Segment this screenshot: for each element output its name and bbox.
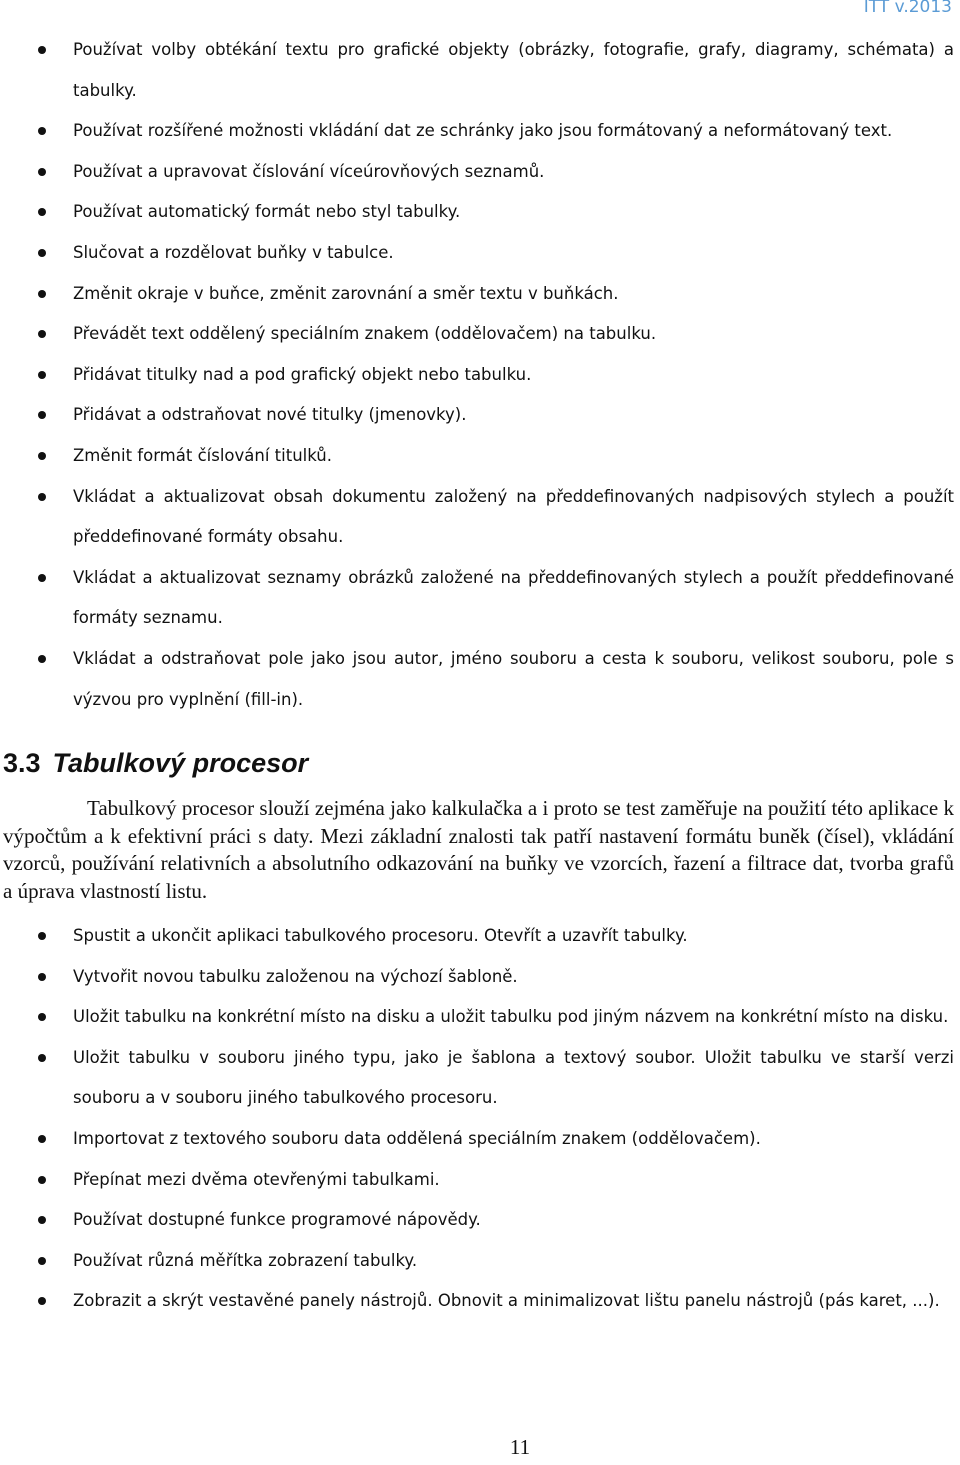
bullet-icon [38,411,46,419]
bullet-icon [38,452,46,460]
list-item-text: Používat různá měřítka zobrazení tabulky. [73,1250,418,1270]
list-item-text: Importovat z textového souboru data oddělená speciálním znakem (oddělovačem). [73,1128,761,1148]
list-item-text: Spustit a ukončit aplikaci tabulkového procesoru. Otevřít a uzavřít tabulky. [73,926,688,945]
bullet-icon [38,1054,46,1062]
list-item [0,436,960,477]
list-item [0,957,960,998]
list-item [0,111,960,152]
section-title: Tabulkový procesor [52,748,309,778]
bullet-icon [38,655,46,663]
list-item [0,30,960,111]
list-item-text: Používat rozšířené možnosti vkládání dat ze schránky jako jsou formátovaný a neformátovaný text. [73,121,893,141]
bullet-icon [38,127,46,135]
bullet-icon [38,1176,46,1184]
list-item [0,639,960,720]
list-item-text: Používat volby obtékání textu pro grafické objekty (obrázky, fotografie, grafy, diagramy, schémata) a tabulky. [73,40,954,100]
bullet-icon [38,574,46,582]
list-item [0,1200,960,1241]
bullet-icon [38,973,46,981]
list-item [0,1038,960,1119]
list-item [0,233,960,274]
list-item-text: Přidávat titulky nad a pod grafický objekt nebo tabulku. [73,364,532,384]
bullet-icon [38,290,46,298]
bullet-icon [38,1013,46,1021]
section-paragraph: Tabulkový procesor slouží zejména jako kalkulačka a i proto se test zaměřuje na použití této aplikace k výpočtům a k efektivní práci s daty. Mezi základní znalosti tak patří nastavení formátu buněk (čísel), vkládání vzorců, používání relativních a absolutního odkazování na buňky ve vzorcích, řazení a filtrace dat, tvorba grafů a úprava vlastností listu. [3,796,954,903]
bullet-icon [38,249,46,257]
bullet-icon [38,168,46,176]
list-item-text: Přidávat a odstraňovat nové titulky (jmenovky). [73,405,467,425]
bullet-icon [38,46,46,54]
list-item-text: Používat automatický formát nebo styl tabulky. [73,202,461,222]
bullet-icon [38,330,46,338]
page-number: 11 [509,1435,531,1459]
list-item [0,274,960,315]
list-item-text: Používat dostupné funkce programové nápovědy. [73,1210,481,1230]
list-item [0,395,960,436]
bullet-icon [38,208,46,216]
bullet-icon [38,493,46,501]
list-item-text: Vkládat a aktualizovat obsah dokumentu založený na předdefinovaných nadpisových stylech a použít předdefinované formáty obsahu. [73,486,954,547]
list-item-text: Vytvořit novou tabulku založenou na výchozí šabloně. [73,966,518,986]
list-item-text: Vkládat a aktualizovat seznamy obrázků založené na předdefinovaných stylech a použít předdefinované formáty seznamu. [73,567,954,628]
list-item [0,916,960,957]
bullet-icon [38,1216,46,1224]
document-version-tag: ITT v.2013 [863,0,952,17]
list-item [0,558,960,639]
list-item [0,355,960,396]
bullet-icon [38,371,46,379]
bullet-icon [38,1297,46,1305]
bullet-icon [38,1135,46,1143]
list-item-text: Uložit tabulku na konkrétní místo na disku a uložit tabulku pod jiným názvem na konkrétní místo na disku. [73,1007,949,1027]
list-item-text: Změnit formát číslování titulků. [73,445,332,465]
list-item [0,152,960,193]
spreadsheet-skills-list [0,916,960,1322]
list-item [0,1281,960,1322]
list-item-text: Přepínat mezi dvěma otevřenými tabulkami. [73,1169,440,1189]
section-heading [3,748,308,779]
list-item [0,997,960,1038]
section-number: 3.3 [3,748,41,778]
bullet-icon [38,1257,46,1265]
list-item [0,1119,960,1160]
list-item-text: Změnit okraje v buňce, změnit zarovnání a směr textu v buňkách. [73,283,619,303]
list-item-text: Vkládat a odstraňovat pole jako jsou autor, jméno souboru a cesta k souboru, velikost souboru, pole s výzvou pro vyplnění (fill-in). [73,648,954,709]
list-item-text: Převádět text oddělený speciálním znakem (oddělovačem) na tabulku. [73,324,657,344]
list-item-text: Používat a upravovat číslování víceúrovňových seznamů. [73,161,545,181]
list-item [0,314,960,355]
list-item-text: Zobrazit a skrýt vestavěné panely nástrojů. Obnovit a minimalizovat lištu panelu nástrojů (pás karet, ...). [73,1291,940,1311]
word-skills-list [0,30,960,720]
list-item [0,1241,960,1282]
list-item [0,477,960,558]
list-item-text: Uložit tabulku v souboru jiného typu, jako je šablona a textový soubor. Uložit tabulku ve starší verzi souboru a v souboru jiného tabulkového procesoru. [73,1047,954,1108]
bullet-icon [38,932,46,940]
list-item-text: Slučovat a rozdělovat buňky v tabulce. [73,242,394,262]
list-item [0,192,960,233]
list-item [0,1160,960,1201]
